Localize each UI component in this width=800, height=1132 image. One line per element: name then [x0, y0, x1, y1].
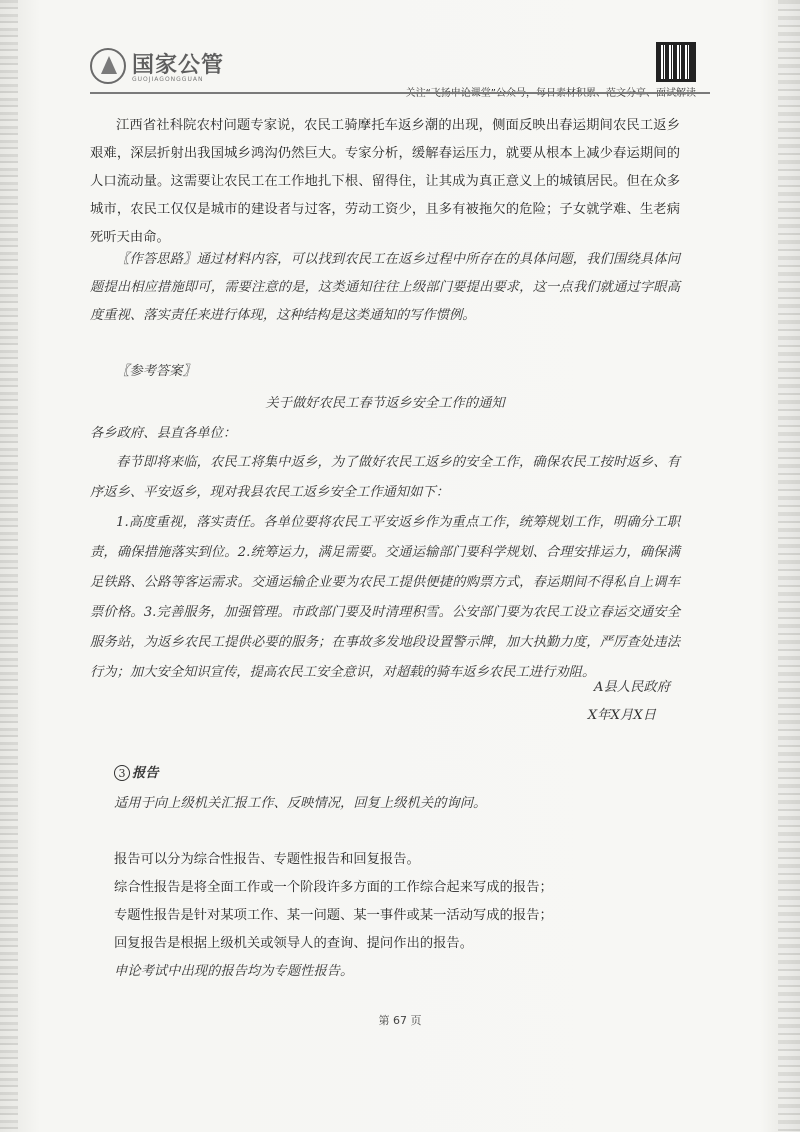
idea-text: 通过材料内容，可以找到农民工在返乡过程中所存在的具体问题，我们围绕具体问题提出相应措施即可，需要注意的是，这类通知往往上级部门要提出要求，这一点我们就通过字眼高度重视、落实责任来进行体现，这种结构是这类通知的写作惯例。 — [90, 252, 681, 323]
notice-signature: A县人民政府 — [593, 680, 670, 695]
section-heading — [114, 760, 704, 788]
list-item: 报告可以分为综合性报告、专题性报告和回复报告。 — [114, 852, 420, 867]
material-paragraph: 江西省社科院农村问题专家说，农民工骑摩托车返乡潮的出现，侧面反映出春运期间农民工返乡艰难，深层折射出我国城乡鸿沟仍然巨大。专家分析，缓解春运压力，就要从根本上减少春运期间的人口流动量。这需要让农民工在工作地扎下根、留得住，让其成为真正意义上的城镇居民。但在众多城市，农民工仅仅是城市的建设者与过客，劳动工资少，且多有被拖欠的危险；子女就学难、生老病死听天由命。 — [90, 118, 680, 245]
scan-edge-left — [0, 0, 18, 1132]
list-item: 综合性报告是将全面工作或一个阶段许多方面的工作综合起来写成的报告； — [114, 880, 553, 895]
answer-idea — [90, 246, 680, 330]
brand-name: 国家公管 — [132, 53, 225, 78]
header-divider — [90, 92, 710, 94]
page-header — [90, 44, 710, 94]
answer-label: 〖参考答案〗 — [116, 364, 196, 379]
report-types-list — [114, 846, 704, 986]
qr-code-icon — [656, 42, 696, 82]
list-item: 申论考试中出现的报告均为专题性报告。 — [114, 964, 354, 979]
scan-edge-right — [778, 0, 800, 1132]
brand-subtitle: GUOJIAGONGGUAN — [132, 76, 204, 83]
page-number: 第 67 页 — [378, 1014, 422, 1027]
notice-body: 1.高度重视，落实责任。各单位要将农民工平安返乡作为重点工作，统筹规划工作，明确分工职责，确保措施落实到位。2.统筹运力，满足需要。交通运输部门要科学规划、合理安排运力，确保满足铁路、公路等客运需求。交通运输企业要为农民工提供便捷的购票方式，春运期间不得私自上调车票价格。3.完善服务，加强管理。市政部门要及时清理积雪。公安部门要为农民工设立春运交通安全服务站，为返乡农民工提供必要的服务；在事故多发地段设置警示牌，加大执勤力度，严厉查处违法行为；加大安全知识宣传，提高农民工安全意识，对超载的骑车返乡农民工进行劝阻。 — [90, 515, 680, 680]
notice-date: X年X月X日 — [587, 708, 656, 723]
notice-intro: 春节即将来临，农民工将集中返乡，为了做好农民工返乡的安全工作，确保农民工按时返乡、有序返乡、平安返乡，现对我县农民工返乡安全工作通知如下： — [90, 455, 680, 500]
section-title: 报告 — [132, 766, 159, 781]
idea-label: 〖作答思路〗 — [116, 252, 197, 267]
list-item: 专题性报告是针对某项工作、某一问题、某一事件或某一活动写成的报告； — [114, 908, 553, 923]
section-number: 3 — [114, 765, 130, 781]
notice-salutation: 各乡政府、县直各单位： — [90, 426, 237, 441]
brand-logo-icon — [90, 48, 126, 84]
list-item: 回复报告是根据上级机关或领导人的查询、提问作出的报告。 — [114, 936, 474, 951]
notice-title: 关于做好农民工春节返乡安全工作的通知 — [265, 396, 505, 411]
section-description: 适用于向上级机关汇报工作、反映情况，回复上级机关的询问。 — [114, 796, 487, 811]
